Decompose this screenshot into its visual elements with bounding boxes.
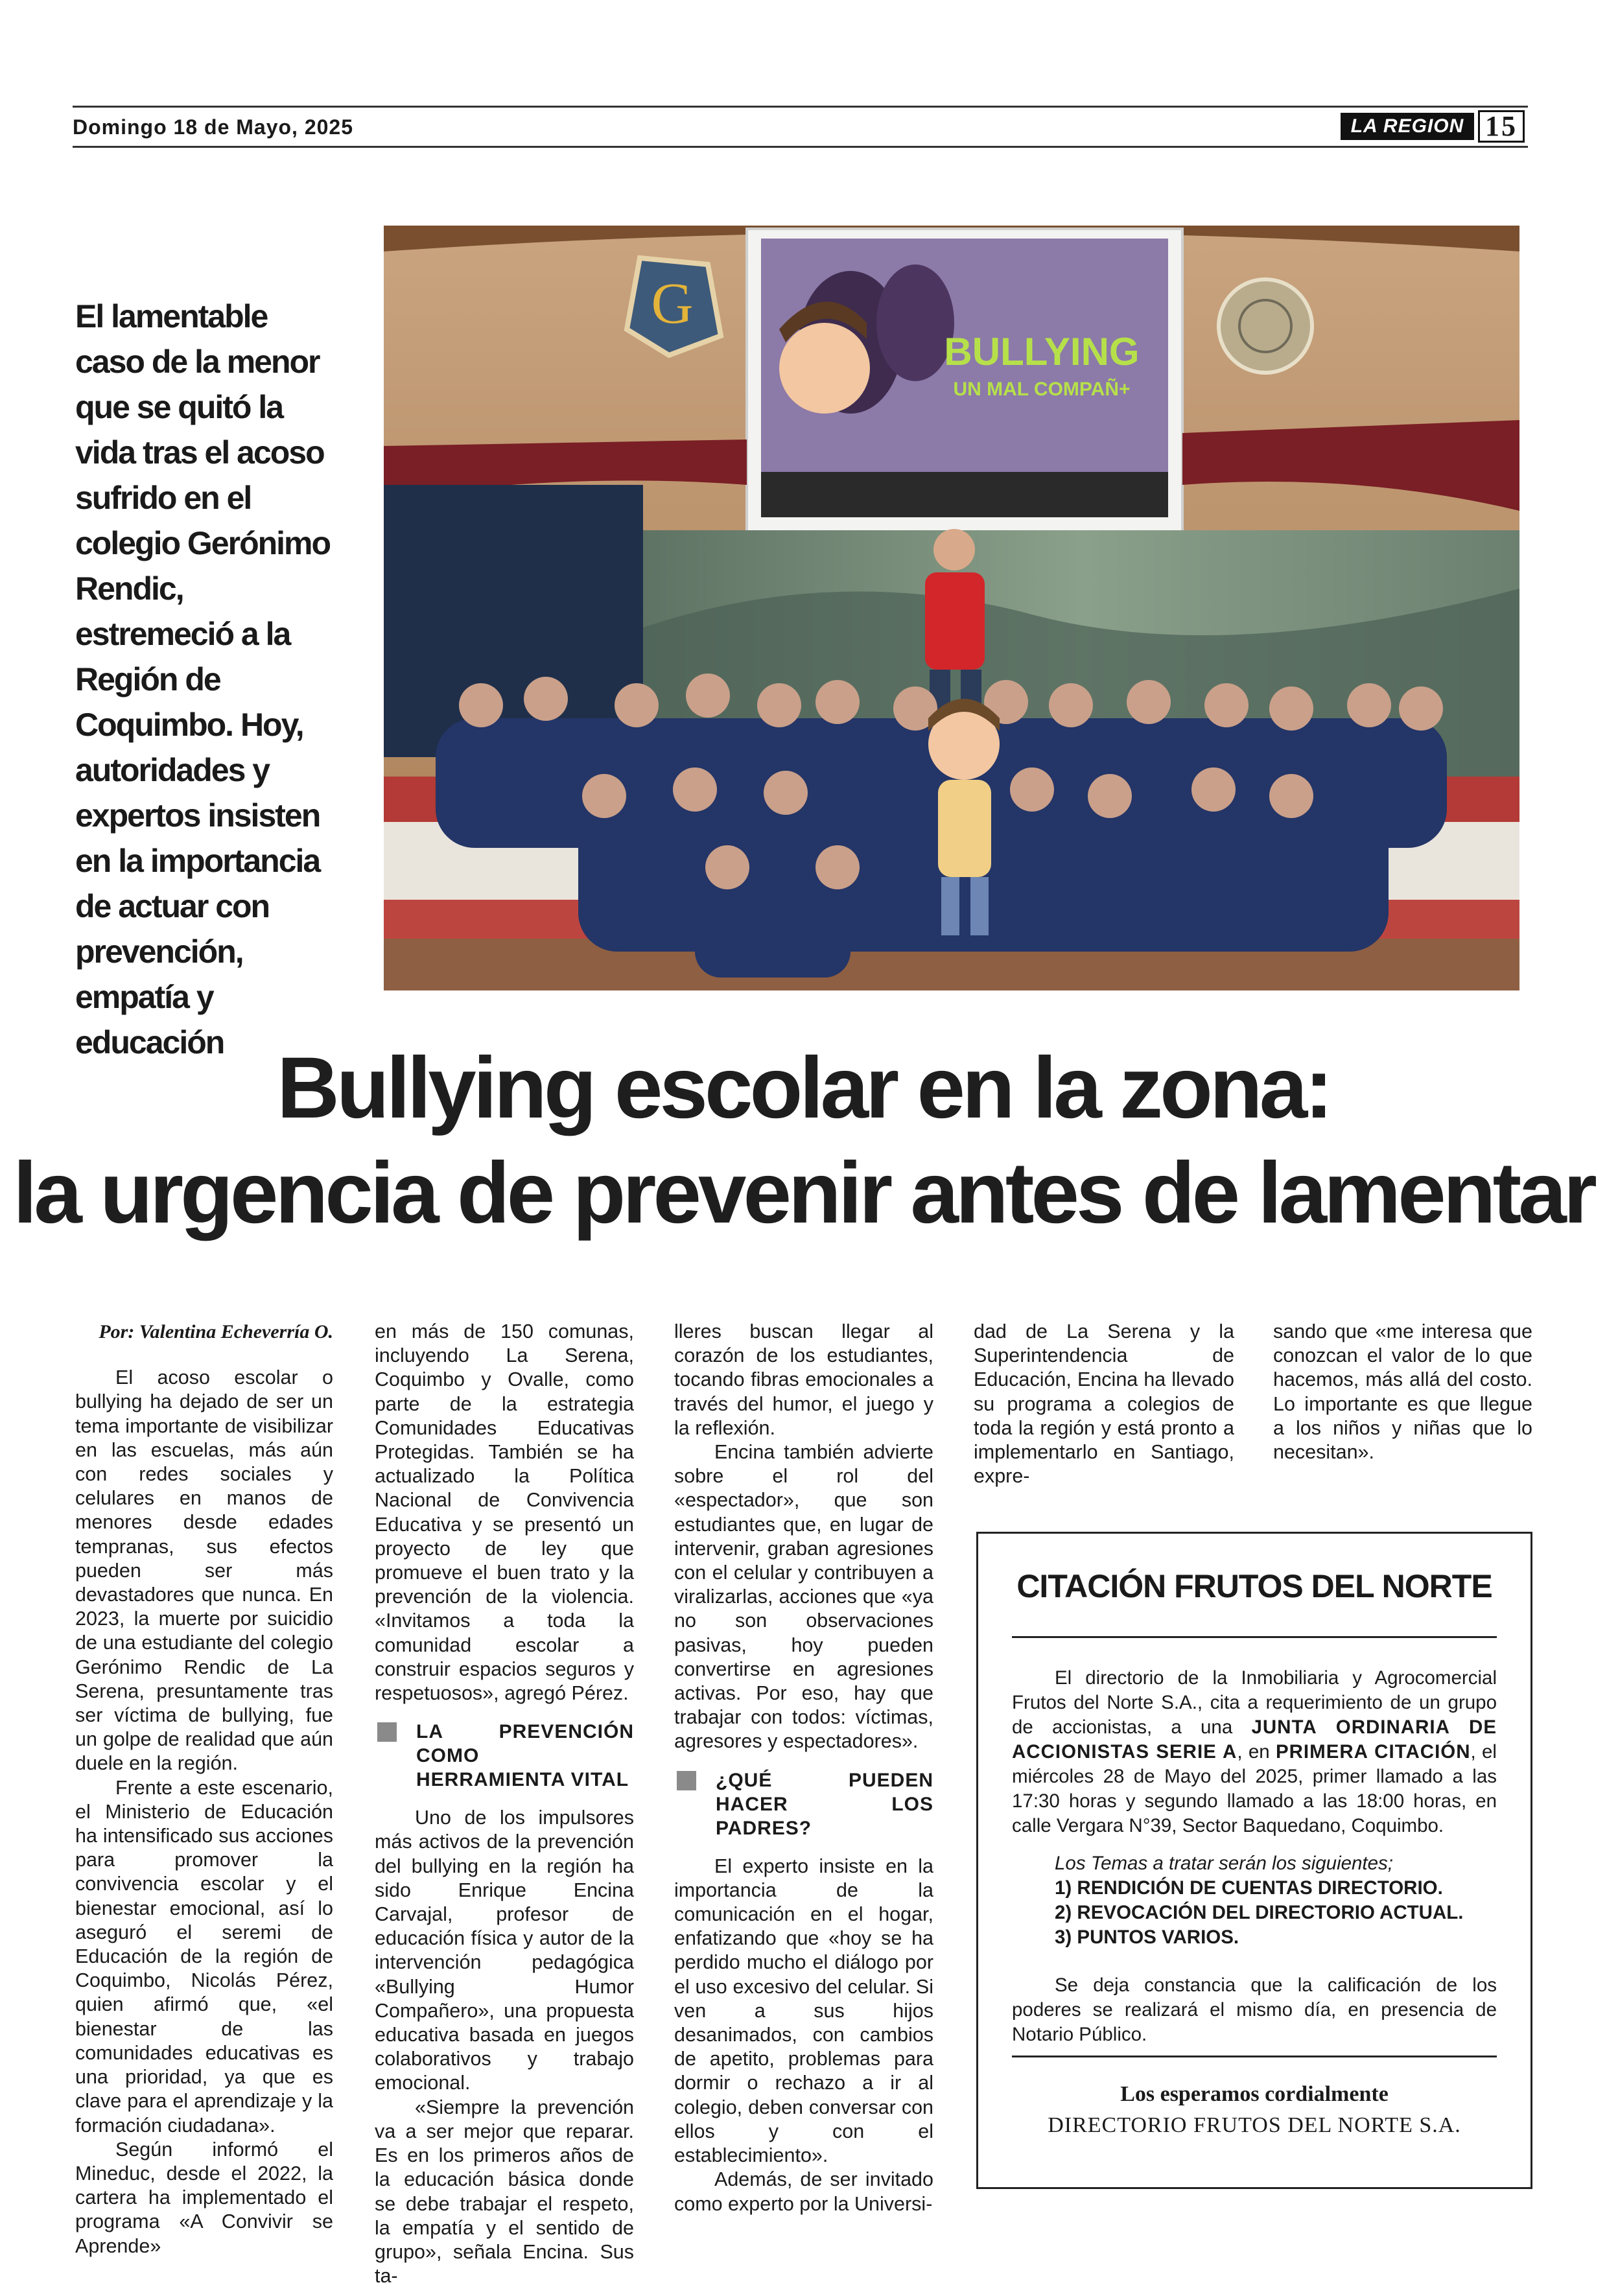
byline: Por: Valentina Echeverría O. — [99, 1321, 333, 1342]
paragraph: «Siempre la prevención va a ser mejor que reparar. Es en los primeros años de la educación básica donde se debe trabajar el respeto, la empatía y el sentido de grupo», señala Encina. Sus ta- — [375, 2096, 634, 2288]
notice-greeting: Los esperamos cordialmente — [1120, 2082, 1389, 2106]
subheading-text: ¿QUÉ PUEDEN HACER LOS PADRES? — [716, 1769, 933, 1839]
article-lead: El lamentable caso de la menor que se quitó la vida tras el acoso sufrido en el colegio Gerónimo Rendic, estremeció a la Región de Coquimbo. Hoy, autoridades y expertos insisten en la importancia de actuar con prevención, empatía y educación — [75, 298, 331, 1060]
notice-box — [976, 1532, 1532, 2189]
paragraph: Encina también advierte sobre el rol del «espectador», que son estudiantes que, en lugar de intervenir, graban agresiones con el celular y contribuyen a viralizarlas, acciones que «ya no son observaciones pasivas, hoy pueden convertirse en agresiones activas. Por eso, hay que trabajar con todos: víctimas, agresores y espectadores». — [674, 1441, 933, 1753]
subheading-text: LA PREVENCIÓN COMO HERRAMIENTA VITAL — [416, 1721, 634, 1791]
article-column-1 — [75, 1320, 333, 2258]
article-photo — [384, 226, 1519, 990]
notice-citation: PRIMERA CITACIÓN — [1275, 1741, 1471, 1763]
notice-rule-bottom — [1012, 2056, 1497, 2057]
header-rule-top — [73, 106, 1528, 108]
header-rule-bottom — [73, 146, 1528, 148]
notice-paragraph — [1012, 1666, 1497, 1838]
publication-logo: LA REGION — [1341, 113, 1474, 140]
screen-title: BULLYING — [944, 330, 1140, 373]
page-number: 15 — [1478, 110, 1525, 143]
school-emblem-right — [1219, 279, 1312, 373]
paragraph: Además, de ser invitado como experto por la Universi- — [674, 2168, 933, 2215]
square-bullet-icon — [677, 1771, 696, 1790]
headline-line-2: la urgencia de prevenir antes de lamentar — [13, 1145, 1594, 1241]
paragraph: dad de La Serena y la Superintendencia de Educación, Encina ha llevado su programa a colegios de toda la región y está pronto a implementarlo en Santiago, expre- — [974, 1320, 1234, 1488]
article-column-2 — [375, 1320, 634, 2288]
notice-text: El directorio de la Inmobiliaria y Agrocomercial Frutos del Norte S.A., cita a requerimiento de un grupo de accionistas, a una — [1012, 1667, 1497, 1738]
square-bullet-icon — [377, 1722, 397, 1742]
headline — [0, 1036, 1607, 1246]
projection-screen — [747, 229, 1182, 540]
article-column-5 — [1273, 1320, 1532, 1464]
paragraph: en más de 150 comunas, incluyendo La Serena, Coquimbo y Ovalle, como parte de la estrategia Comunidades Educativas Protegidas. También se ha actualizado la Política Nacional de Convivencia Educativa y se presentó un proyecto de ley que promueve el buen trato y la prevención de la violencia. «Invitamos a toda la comunidad escolar a construir espacios seguros y respetuosos», agregó Pérez. — [375, 1320, 634, 1705]
topic-item: 3) PUNTOS VARIOS. — [1055, 1927, 1239, 1948]
topic-item: 1) RENDICIÓN DE CUENTAS DIRECTORIO. — [1055, 1877, 1443, 1899]
notice-body — [1012, 1666, 1497, 2047]
notice-constancia: Se deja constancia que la calificación de los poderes se realizará el mismo día, en presencia de Notario Público. — [1012, 1974, 1497, 2045]
school-emblem-left — [627, 258, 721, 355]
headline-line-1: Bullying escolar en la zona: — [277, 1040, 1330, 1136]
paragraph: Uno de los impulsores más activos de la prevención del bullying en la región ha sido Enrique Encina Carvajal, profesor de educación física y autor de la intervención pedagógica «Bullying Humor Compañero», una propuesta educativa basada en juegos colaborativos y trabajo emocional. — [375, 1807, 634, 2094]
notice-topics — [1012, 1851, 1497, 1950]
article-column-3 — [674, 1320, 933, 2216]
topics-intro: Los Temas a tratar serán los siguientes; — [1055, 1853, 1393, 1874]
paragraph: El experto insiste en la importancia de la comunicación en el hogar, enfatizando que «hoy se ha perdido mucho el diálogo por el uso excesivo del celular. Si ven a sus hijos desanimados, con cambios de apetito, problemas para dormir o rechazo a ir al colegio, deben conversar con ellos y con el establecimiento». — [674, 1855, 933, 2167]
notice-text: , el miércoles 28 de Mayo del 2025, primer llamado a las 17:30 horas y segundo llamado a las 18:00 horas, en calle Vergara N°39, Sector Baquedano, Coquimbo. — [1012, 1741, 1497, 1836]
screen-subtitle: UN MAL COMPAÑ+ — [953, 379, 1131, 400]
notice-meeting-type: JUNTA ORDINARIA DE ACCIONISTAS SERIE A — [1012, 1716, 1497, 1763]
paragraph: El acoso escolar o bullying ha dejado de ser un tema importante de visibilizar en las escuelas, más aún con redes sociales y celulares en manos de menores desde edades tempranas, sus efectos pueden ser más devastadores que nunca. En 2023, la muerte por suicidio de una estudiante del colegio Gerónimo Rendic de La Serena, presuntamente tras ser víctima de bullying, fue un golpe de realidad que aún duele en la región. — [75, 1366, 333, 1775]
photo-illustration — [384, 226, 1519, 990]
notice-text: , en — [1237, 1741, 1270, 1763]
paragraph: sando que «me interesa que conozcan el valor de lo que hacemos, más allá del costo. Lo importante es que llegue a los niños y niñas que lo necesitan». — [1273, 1320, 1532, 1464]
issue-date: Domingo 18 de Mayo, 2025 — [73, 115, 354, 139]
subheading — [674, 1768, 933, 1840]
paragraph: Frente a este escenario, el Ministerio de Educación ha intensificado sus acciones para promover la convivencia escolar y el bienestar emocional, así lo aseguró el seremi de Educación de la región de Coquimbo, Nicolás Pérez, quien afirmó que, «el bienestar de las comunidades educativas es una prioridad, ya que es clave para el aprendizaje y la formación ciudadana». — [75, 1776, 333, 2137]
paragraph: Según informó el Mineduc, desde el 2022, la cartera ha implementado el programa «A Convivir se Aprende» — [75, 2138, 333, 2257]
svg-text:G: G — [651, 272, 694, 336]
notice-rule-top — [1012, 1636, 1497, 1638]
notice-title: CITACIÓN FRUTOS DEL NORTE — [1016, 1568, 1492, 1604]
paragraph: lleres buscan llegar al corazón de los estudiantes, tocando fibras emocionales a través del humor, el juego y la reflexión. — [674, 1320, 933, 1439]
notice-signature: DIRECTORIO FRUTOS DEL NORTE S.A. — [1048, 2113, 1461, 2137]
topic-item: 2) REVOCACIÓN DEL DIRECTORIO ACTUAL. — [1055, 1902, 1464, 1923]
subheading — [375, 1720, 634, 1792]
article-column-4 — [974, 1320, 1234, 1488]
